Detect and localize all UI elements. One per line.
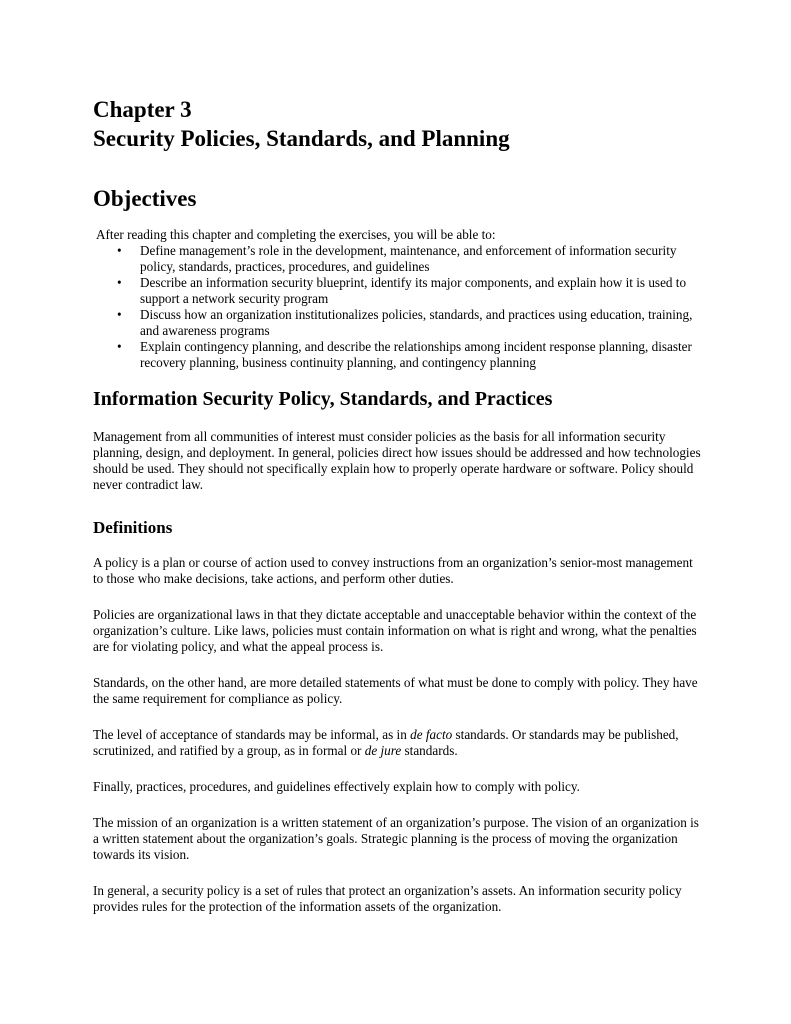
objective-item xyxy=(93,275,705,307)
definition-paragraph-acceptance xyxy=(93,727,705,759)
definition-paragraph-policy: A policy is a plan or course of action used to convey instructions from an organization’s senior-most management to those who make decisions, take actions, and perform other duties. xyxy=(93,555,693,586)
definition-paragraph-mission-vision: The mission of an organization is a written statement of an organization’s purpose. The vision of an organization is a written statement about the organization’s goals. Strategic planning is the process of moving the organization towards its vision. xyxy=(93,815,699,862)
document-page xyxy=(93,95,705,915)
objectives-list xyxy=(93,243,705,371)
objective-item xyxy=(93,307,705,339)
chapter-number: Chapter 3 xyxy=(93,97,192,122)
definition-paragraph-standards: Standards, on the other hand, are more detailed statements of what must be done to comply with policy. They have the same requirement for compliance as policy. xyxy=(93,675,698,706)
section-paragraph: Management from all communities of interest must consider policies as the basis for all information security planning, design, and deployment. In general, policies direct how issues should be addressed and how technologies should be used. They should not specifically explain how to properly operate hardware or software. Policy should never contradict law. xyxy=(93,429,701,492)
objective-item xyxy=(93,243,705,275)
section-heading: Information Security Policy, Standards, and Practices xyxy=(93,388,553,410)
definition-paragraph-practices: Finally, practices, procedures, and guidelines effectively explain how to comply with policy. xyxy=(93,779,580,794)
objective-item xyxy=(93,339,705,371)
definitions-heading: Definitions xyxy=(93,518,173,537)
objectives-heading: Objectives xyxy=(93,186,197,211)
objective-text: Describe an information security blueprint, identify its major components, and explain how it is used to support a network security program xyxy=(140,275,687,306)
de-facto-term: de facto xyxy=(410,727,453,742)
definition-paragraph-security-policy: In general, a security policy is a set of rules that protect an organization’s assets. An information security policy provides rules for the protection of the information assets of the organization. xyxy=(93,883,682,914)
chapter-title xyxy=(93,95,705,153)
objectives-intro: After reading this chapter and completing the exercises, you will be able to: xyxy=(96,227,496,242)
acceptance-text-2: standards. Or standards may be published, scrutinized, and ratified by a group, as in formal or xyxy=(93,727,679,758)
bullet-icon: • xyxy=(117,243,122,258)
chapter-subtitle: Security Policies, Standards, and Planning xyxy=(93,126,510,151)
acceptance-text-1: The level of acceptance of standards may be informal, as in xyxy=(93,727,411,742)
bullet-icon: • xyxy=(117,275,122,290)
acceptance-text-3: standards. xyxy=(401,743,458,758)
de-jure-term: de jure xyxy=(364,743,402,758)
definition-paragraph-policies-laws: Policies are organizational laws in that they dictate acceptable and unacceptable behavior within the context of the organization’s culture. Like laws, policies must contain information on what is right and wrong, what the penalties are for violating policy, and what the appeal process is. xyxy=(93,607,697,654)
objective-text: Define management’s role in the development, maintenance, and enforcement of information security policy, standards, practices, procedures, and guidelines xyxy=(140,243,677,274)
objective-text: Explain contingency planning, and describe the relationships among incident response planning, disaster recovery planning, business continuity planning, and contingency planning xyxy=(140,339,692,370)
objective-text: Discuss how an organization institutionalizes policies, standards, and practices using education, training, and awareness programs xyxy=(140,307,693,338)
bullet-icon: • xyxy=(117,339,122,354)
bullet-icon: • xyxy=(117,307,122,322)
